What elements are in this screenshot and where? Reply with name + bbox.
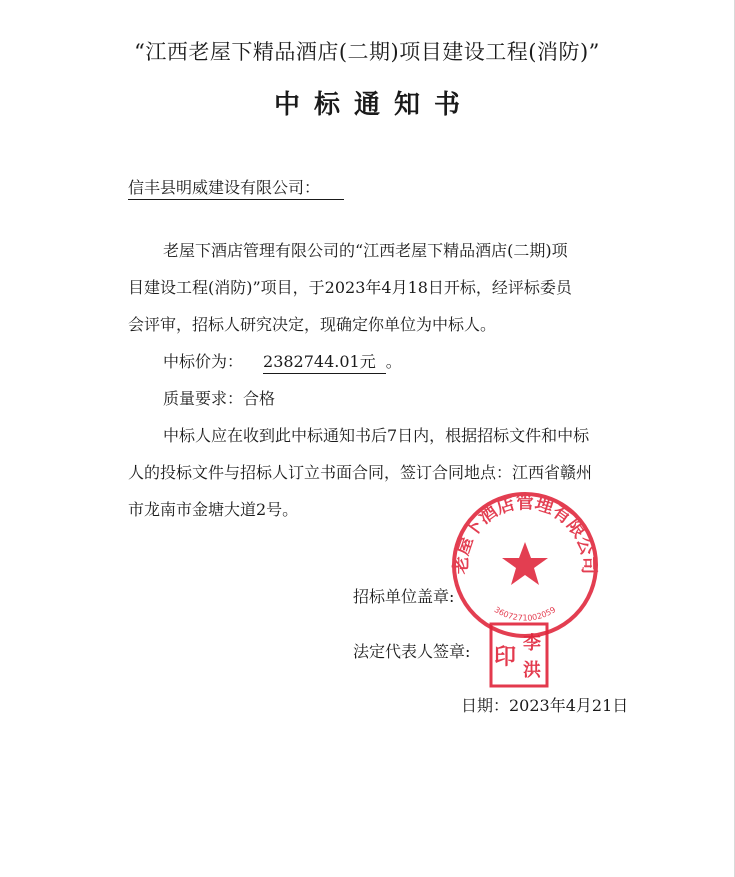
legal-rep-label: 法定代表人签章: — [353, 642, 471, 661]
stamp-char-1: 印 — [493, 644, 517, 670]
price-value: 2382744.01元 — [263, 351, 386, 374]
price-row — [128, 351, 663, 388]
company-seal-icon — [450, 490, 600, 640]
paragraph2-line2: 人的投标文件与招标人订立书面合同，签订合同地点：江西省赣州 — [128, 463, 593, 482]
price-suffix: 。 — [385, 352, 402, 371]
seal-label: 招标单位盖章: — [353, 587, 455, 606]
issue-date: 日期：2023年4月21日 — [461, 696, 629, 715]
paragraph2-line3: 市龙南市金塘大道2号。 — [128, 500, 299, 519]
seal-code: 3607271002059 — [492, 605, 558, 623]
paragraph2-line1: 中标人应在收到此中标通知书后7日内，根据招标文件和中标 — [163, 426, 590, 445]
paragraph1-line2: 目建设工程(消防)”项目，于2023年4月18日开标，经评标委员 — [128, 278, 572, 297]
personal-stamp-icon — [489, 622, 549, 688]
project-title: “江西老屋下精品酒店(二期)项目建设工程(消防)” — [134, 40, 600, 64]
stamp-char-2: 李 — [523, 633, 541, 654]
stamp-char-3: 洪 — [523, 660, 541, 681]
quality-requirement: 质量要求：合格 — [163, 389, 276, 408]
price-label: 中标价为： — [163, 352, 244, 371]
svg-text:3607271002059 — [493, 605, 558, 623]
seal-text: 老屋下酒店管理有限公司 — [450, 492, 600, 575]
seal-star-icon — [502, 542, 548, 585]
recipient-name: 信丰县明威建设有限公司： — [128, 177, 344, 200]
document-heading: 中标通知书 — [273, 90, 474, 120]
paragraph1-line3: 会评审，招标人研究决定，现确定你单位为中标人。 — [128, 315, 497, 334]
paragraph1-line1: 老屋下酒店管理有限公司的“江西老屋下精品酒店(二期)项 — [163, 241, 568, 260]
